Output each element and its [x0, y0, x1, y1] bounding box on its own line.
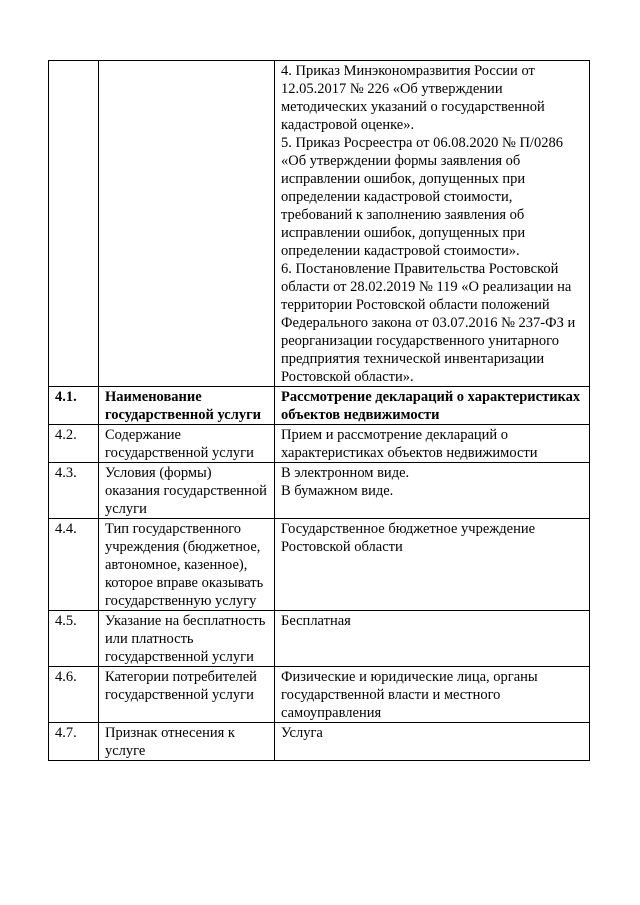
cell-num — [49, 61, 99, 387]
row-number: 4.6. — [49, 667, 99, 723]
table-row-continuation — [49, 61, 590, 387]
row-value-line: Рассмотрение деклараций о характеристиках объектов недвижимости — [281, 389, 581, 423]
row-label: Содержание государственной услуги — [99, 425, 275, 463]
row-value-line: Прием и рассмотрение деклараций о характеристиках объектов недвижимости — [281, 427, 538, 461]
row-value — [275, 425, 590, 463]
row-value-line: Услуга — [281, 725, 323, 741]
row-value — [275, 387, 590, 425]
services-table — [48, 60, 590, 761]
row-number: 4.5. — [49, 611, 99, 667]
table-row — [49, 425, 590, 463]
row-number: 4.1. — [49, 387, 99, 425]
row-number: 4.3. — [49, 463, 99, 519]
table-row — [49, 723, 590, 761]
row-label: Условия (формы) оказания государственной услуги — [99, 463, 275, 519]
cell-name — [99, 61, 275, 387]
row-label: Наименование государственной услуги — [99, 387, 275, 425]
cell-value — [275, 61, 590, 387]
row-number: 4.2. — [49, 425, 99, 463]
row-value-line: Государственное бюджетное учреждение Ростовской области — [281, 521, 536, 555]
table-row — [49, 611, 590, 667]
table-row — [49, 387, 590, 425]
row-value — [275, 611, 590, 667]
table-row — [49, 667, 590, 723]
table-row — [49, 519, 590, 611]
row-number: 4.4. — [49, 519, 99, 611]
row-value — [275, 667, 590, 723]
row-label: Категории потребителей государственной услуги — [99, 667, 275, 723]
row-label: Признак отнесения к услуге — [99, 723, 275, 761]
row-value-line: Бесплатная — [281, 613, 351, 629]
legal-act-item: 4. Приказ Минэкономразвития России от 12.05.2017 № 226 «Об утверждении методических указаний о государственной кадастровой оценке». — [281, 63, 545, 133]
row-value — [275, 463, 590, 519]
row-value — [275, 519, 590, 611]
row-value-line: В бумажном виде. — [281, 483, 394, 499]
legal-act-item: 6. Постановление Правительства Ростовской области от 28.02.2019 № 119 «О реализации на территории Ростовской области положений Федерального закона от 03.07.2016 № 237-ФЗ и реорганизации государственного унитарного предприятия технической инвентаризации Ростовской области». — [281, 261, 576, 385]
row-value-line: Физические и юридические лица, органы государственной власти и местного самоуправления — [281, 669, 538, 721]
row-label: Указание на бесплатность или платность государственной услуги — [99, 611, 275, 667]
row-label: Тип государственного учреждения (бюджетное, автономное, казенное), которое вправе оказывать государственную услугу — [99, 519, 275, 611]
legal-act-item: 5. Приказ Росреестра от 06.08.2020 № П/0286 «Об утверждении формы заявления об исправлении ошибок, допущенных при определении кадастровой стоимости, требований к заполнению заявления об исправлении ошибок, допущенных при определении кадастровой стоимости». — [281, 135, 563, 259]
row-value-line: В электронном виде. — [281, 465, 410, 481]
table-row — [49, 463, 590, 519]
row-number: 4.7. — [49, 723, 99, 761]
row-value — [275, 723, 590, 761]
